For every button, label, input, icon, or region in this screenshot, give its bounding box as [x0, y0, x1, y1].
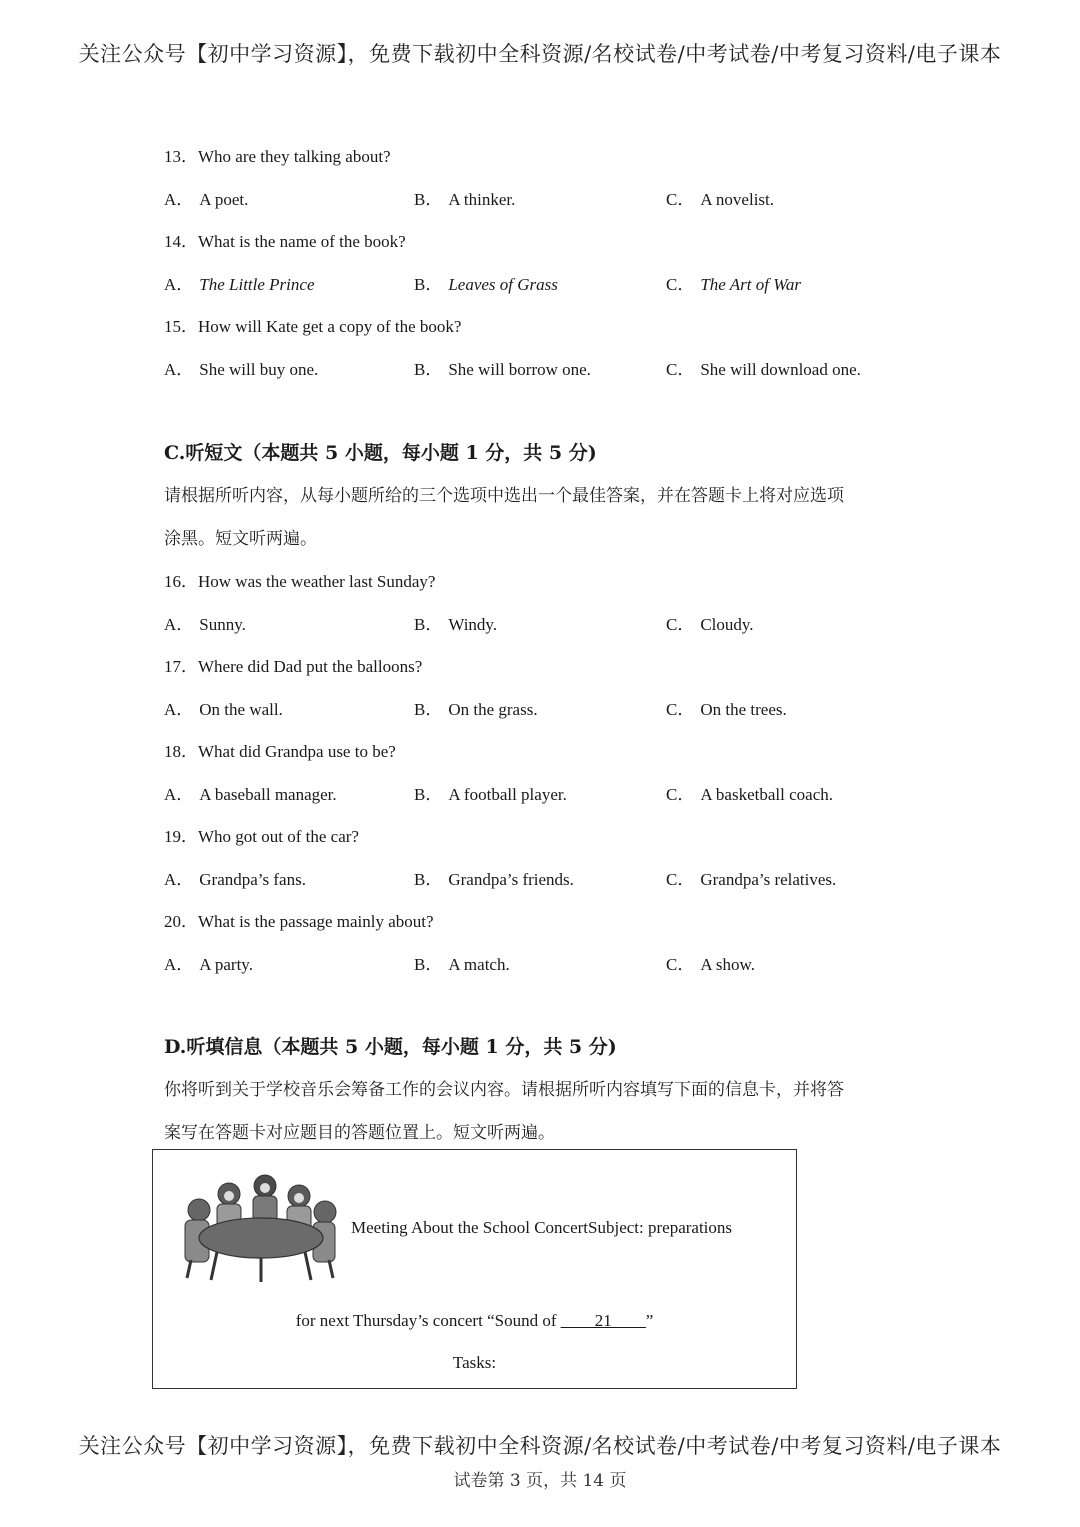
- q17-option-b: B． On the grass.: [414, 700, 538, 719]
- bottom-banner: 关注公众号【初中学习资源】，免费下载初中全科资源/名校试卷/中考试卷/中考复习资料/电子课本: [78, 1434, 1002, 1458]
- section-c-title: C.听短文（本题共 5 小题，每小题 1 分，共 5 分): [164, 442, 597, 464]
- q13-option-c: C． A novelist.: [666, 190, 775, 209]
- section-d-instruction-2: 案写在答题卡对应题目的答题位置上。短文听两遍。: [164, 1123, 555, 1143]
- q15-option-a: A． She will buy one.: [164, 360, 319, 379]
- info-card: [152, 1149, 797, 1389]
- q17-option-a: A． On the wall.: [164, 700, 283, 719]
- info-card-subject-line: for next Thursday’s concert “Sound of ____21____”: [295, 1311, 654, 1330]
- q18-option-a: A． A baseball manager.: [164, 785, 337, 804]
- question-18: 18．What did Grandpa use to be?: [164, 742, 396, 761]
- question-number: 15．: [164, 317, 198, 336]
- answer-blank-21: ____21____: [560, 1311, 646, 1330]
- q19-option-c: C． Grandpa’s relatives.: [666, 870, 837, 889]
- q20-option-c: C． A show.: [666, 955, 755, 974]
- question-text: How will Kate get a copy of the book?: [198, 317, 462, 336]
- q14-option-a: A． The Little Prince: [164, 275, 315, 294]
- question-number: 14．: [164, 232, 198, 251]
- section-c-instruction-1: 请根据所听内容，从每小题所给的三个选项中选出一个最佳答案，并在答题卡上将对应选项: [164, 486, 844, 506]
- section-d-title: D.听填信息（本题共 5 小题，每小题 1 分，共 5 分): [164, 1036, 617, 1058]
- top-banner: 关注公众号【初中学习资源】，免费下载初中全科资源/名校试卷/中考试卷/中考复习资料/电子课本: [78, 42, 1002, 66]
- q20-option-b: B． A match.: [414, 955, 510, 974]
- question-15: [164, 312, 461, 337]
- q13-option-b: B． A thinker.: [414, 190, 516, 209]
- q20-option-a: A． A party.: [164, 955, 253, 974]
- question-20: 20．What is the passage mainly about?: [164, 912, 434, 931]
- q14-option-b: B． Leaves of Grass: [414, 275, 558, 294]
- meeting-table-icon: [179, 1172, 341, 1284]
- q16-option-c: C． Cloudy.: [666, 615, 754, 634]
- q16-option-b: B． Windy.: [414, 615, 498, 634]
- info-card-tasks-label: Tasks:: [452, 1353, 497, 1372]
- q18-option-c: C． A basketball coach.: [666, 785, 833, 804]
- question-number: 13．: [164, 147, 198, 166]
- question-19: 19．Who got out of the car?: [164, 827, 359, 846]
- q19-option-a: A． Grandpa’s fans.: [164, 870, 306, 889]
- q16-option-a: A． Sunny.: [164, 615, 246, 634]
- q14-option-c: C． The Art of War: [666, 275, 801, 294]
- question-14: [164, 227, 406, 252]
- question-text: What is the name of the book?: [198, 232, 406, 251]
- info-card-title: Meeting About the School ConcertSubject: preparations: [351, 1218, 733, 1237]
- page-footer: 试卷第 3 页，共 14 页: [453, 1471, 627, 1491]
- q15-option-b: B． She will borrow one.: [414, 360, 591, 379]
- question-16: 16．How was the weather last Sunday?: [164, 572, 436, 591]
- question-text: Who are they talking about?: [198, 147, 391, 166]
- q13-option-a: A． A poet.: [164, 190, 249, 209]
- q18-option-b: B． A football player.: [414, 785, 567, 804]
- section-c-instruction-2: 涂黑。短文听两遍。: [164, 529, 317, 549]
- q15-option-c: C． She will download one.: [666, 360, 861, 379]
- q17-option-c: C． On the trees.: [666, 700, 787, 719]
- section-d-instruction-1: 你将听到关于学校音乐会筹备工作的会议内容。请根据所听内容填写下面的信息卡，并将答: [164, 1080, 844, 1100]
- question-17: 17．Where did Dad put the balloons?: [164, 657, 423, 676]
- question-13: [164, 142, 391, 167]
- q19-option-b: B． Grandpa’s friends.: [414, 870, 574, 889]
